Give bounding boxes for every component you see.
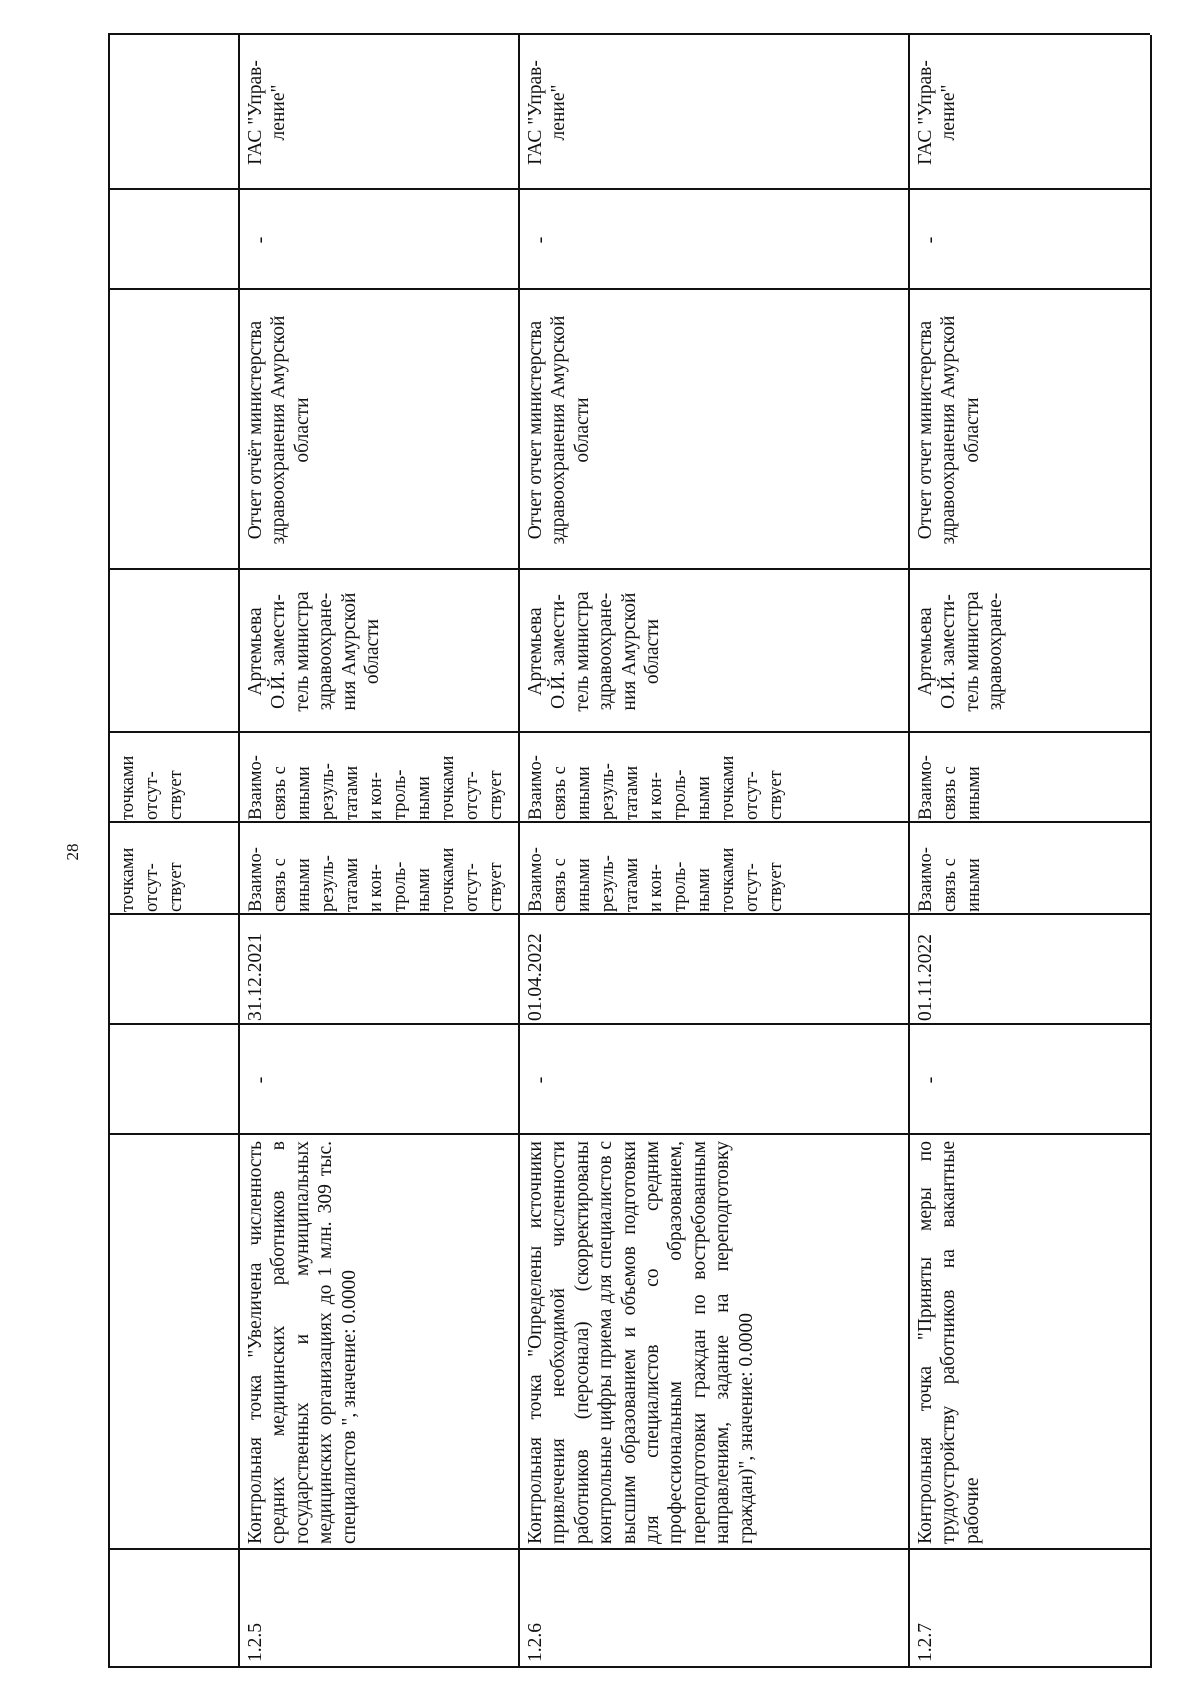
relation-cell: Взаимо- связь с иными резуль- татами и кон- троль- ными точками отсут- ствует bbox=[246, 755, 507, 820]
report-document: Отчет отчёт министерства здравоохранения Амурской области bbox=[245, 315, 313, 545]
empty-dash: - bbox=[249, 236, 271, 244]
information-system: ГАС "Управ- ление" bbox=[245, 60, 290, 165]
relation-cell: Взаимо- связь с иными bbox=[916, 755, 985, 820]
relation-cell: Взаимо- связь с иными bbox=[916, 847, 985, 912]
target-date: 01.11.2022 bbox=[915, 933, 936, 1021]
page-number: 28 bbox=[63, 843, 82, 861]
row-number: 1.2.6 bbox=[525, 1623, 546, 1662]
target-date: 01.04.2022 bbox=[525, 933, 546, 1021]
responsible-person: Артемьева О.Й. замести- тель министра здравоохране- bbox=[915, 591, 1007, 712]
information-system: ГАС "Управ- ление" bbox=[915, 60, 960, 165]
row-description: Контрольная точка "Определены источники привлечения необходимой численности работников (персонала) (скорректированы контрольные цифры приема для специалистов с высшим образованием и объемов подготовки для специалистов со средним профессиональным образованием, переподготовки граждан по востребованным направлениям, задание на переподготовку граждан)", значение: 0.0000 bbox=[525, 1141, 757, 1544]
empty-dash: - bbox=[919, 236, 941, 244]
row-number: 1.2.7 bbox=[915, 1623, 936, 1662]
empty-dash: - bbox=[919, 1076, 941, 1084]
relation-cell: Взаимо- связь с иными резуль- татами и кон- троль- ными точками отсут- ствует bbox=[246, 847, 507, 912]
responsible-person: Артемьева О.Й. замести- тель министра здравоохране- ния Амурской области bbox=[525, 591, 663, 712]
report-document: Отчет отчет министерства здравоохранения Амурской области bbox=[525, 315, 593, 545]
information-system: ГАС "Управ- ление" bbox=[525, 60, 570, 165]
empty-dash: - bbox=[529, 236, 551, 244]
target-date: 31.12.2021 bbox=[245, 933, 266, 1021]
empty-dash: - bbox=[529, 1076, 551, 1084]
row-description: Контрольная точка "Увеличена численность средних медицинских работников в государственных и муниципальных медицинских организациях до 1 млн. 309 тыс. специалистов ", значение: 0.0000 bbox=[245, 1141, 360, 1544]
relation-cell: Взаимо- связь с иными резуль- татами и кон- троль- ными точками отсут- ствует bbox=[526, 755, 787, 820]
empty-dash: - bbox=[249, 1076, 271, 1084]
relation-cell: Взаимо- связь с иными резуль- татами и кон- троль- ными точками отсут- ствует bbox=[526, 847, 787, 912]
report-document: Отчет отчет министерства здравоохранения Амурской области bbox=[915, 315, 983, 545]
header-points-cell: точками отсут- ствует bbox=[118, 847, 187, 912]
header-points-cell: точками отсут- ствует bbox=[118, 755, 187, 820]
row-description: Контрольная точка "Приняты меры по трудоустройству работников на вакантные рабочие bbox=[915, 1141, 983, 1544]
row-number: 1.2.5 bbox=[245, 1623, 266, 1662]
responsible-person: Артемьева О.Й. замести- тель министра здравоохране- ния Амурской области bbox=[245, 591, 383, 712]
